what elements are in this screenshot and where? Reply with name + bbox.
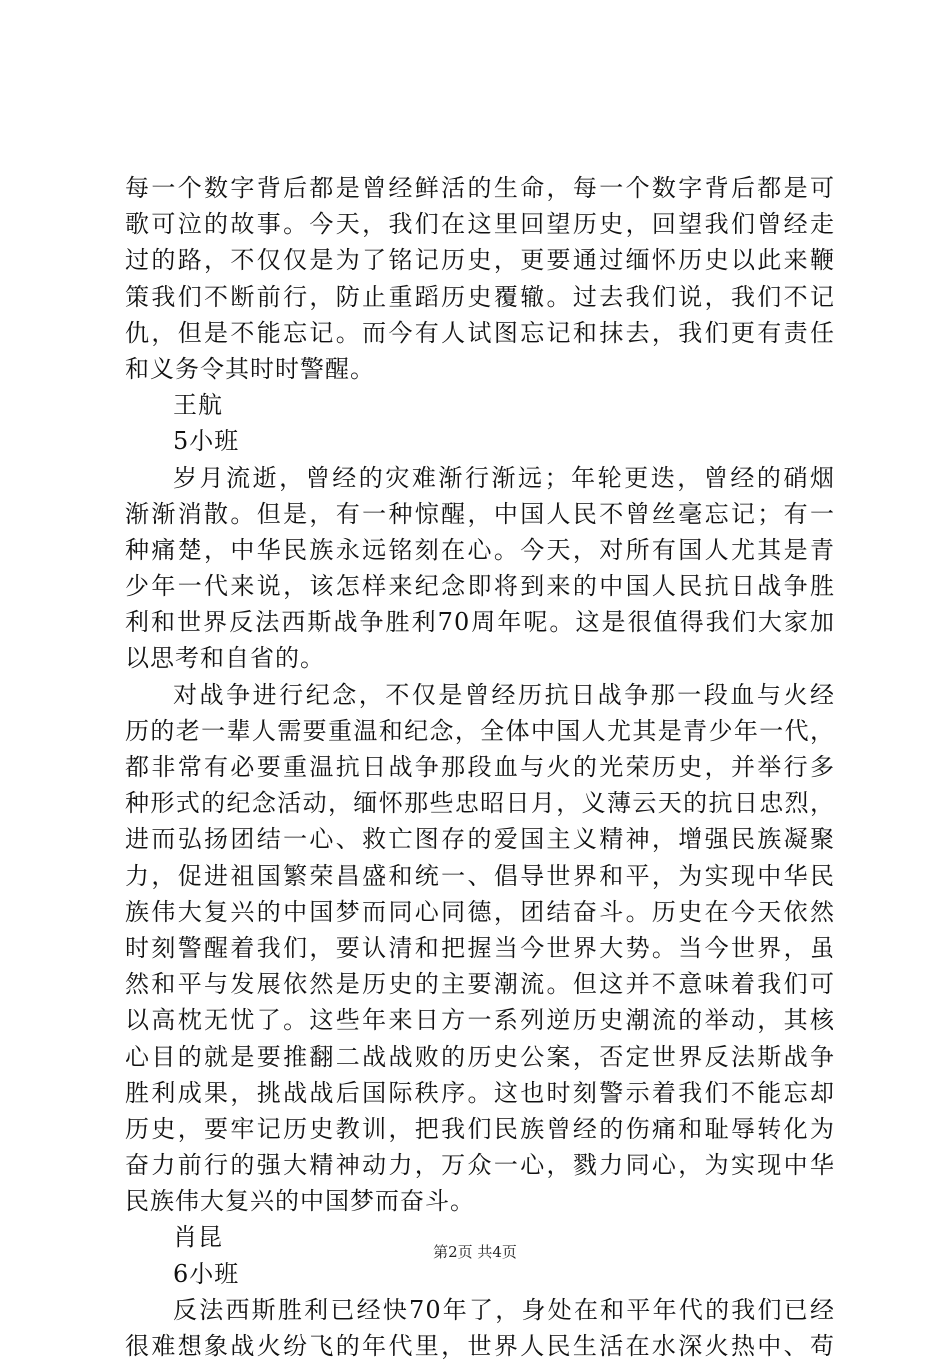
text-line: 族伟大复兴的中国梦而同心同德，团结奋斗。历史在今天依然 bbox=[125, 897, 835, 926]
text-line: 心目的就是要推翻二战战败的历史公案，否定世界反法斯战争 bbox=[125, 1042, 835, 1071]
text-line: 然和平与发展依然是历史的主要潮流。但这并不意味着我们可 bbox=[125, 970, 835, 999]
text-line: 过的路，不仅仅是为了铭记历史，更要通过缅怀历史以此来鞭 bbox=[125, 246, 835, 275]
text-line: 少年一代来说，该怎样来纪念即将到来的中国人民抗日战争胜 bbox=[125, 572, 835, 601]
text-line: 王航 bbox=[173, 391, 223, 420]
text-line: 6小班 bbox=[173, 1259, 240, 1288]
text-line: 进而弘扬团结一心、救亡图存的爱国主义精神，增强民族凝聚 bbox=[125, 825, 835, 854]
text-line: 历的老一辈人需要重温和纪念，全体中国人尤其是青少年一代， bbox=[125, 716, 835, 745]
text-line: 时刻警醒着我们，要认清和把握当今世界大势。当今世界，虽 bbox=[125, 933, 835, 962]
text-line: 力，促进祖国繁荣昌盛和统一、倡导世界和平，为实现中华民 bbox=[125, 861, 835, 890]
text-line: 反法西斯胜利已经快70年了，身处在和平年代的我们已经 bbox=[173, 1295, 835, 1324]
text-line: 很难想象战火纷飞的年代里，世界人民生活在水深火热中、苟 bbox=[125, 1332, 835, 1360]
text-line: 歌可泣的故事。今天，我们在这里回望历史，回望我们曾经走 bbox=[125, 210, 835, 239]
text-line: 策我们不断前行，防止重蹈历史覆辙。过去我们说，我们不记 bbox=[125, 282, 835, 311]
text-line: 以高枕无忧了。这些年来日方一系列逆历史潮流的举动，其核 bbox=[125, 1006, 835, 1035]
text-line: 和义务令其时时警醒。 bbox=[125, 354, 375, 383]
text-line: 种痛楚，中华民族永远铭刻在心。今天，对所有国人尤其是青 bbox=[125, 535, 835, 564]
text-line: 对战争进行纪念，不仅是曾经历抗日战争那一段血与火经 bbox=[173, 680, 835, 709]
text-line: 民族伟大复兴的中国梦而奋斗。 bbox=[125, 1187, 475, 1216]
text-line: 5小班 bbox=[173, 427, 240, 456]
text-line: 都非常有必要重温抗日战争那段血与火的光荣历史，并举行多 bbox=[125, 753, 835, 781]
text-line: 肖昆 bbox=[173, 1223, 223, 1252]
text-line: 胜利成果，挑战战后国际秩序。这也时刻警示着我们不能忘却 bbox=[125, 1078, 835, 1107]
text-line: 历史，要牢记历史教训，把我们民族曾经的伤痛和耻辱转化为 bbox=[125, 1114, 835, 1143]
text-line: 每一个数字背后都是曾经鲜活的生命，每一个数字背后都是可 bbox=[125, 174, 835, 202]
text-line: 种形式的纪念活动，缅怀那些忠昭日月，义薄云天的抗日忠烈， bbox=[125, 789, 835, 818]
text-line: 利和世界反法西斯战争胜利70周年呢。这是很值得我们大家加 bbox=[125, 608, 835, 637]
page-number: 第2页 共4页 bbox=[433, 1243, 517, 1261]
text-line: 岁月流逝，曾经的灾难渐行渐远；年轮更迭，曾经的硝烟 bbox=[173, 463, 835, 492]
text-line: 仇，但是不能忘记。而今有人试图忘记和抹去，我们更有责任 bbox=[125, 318, 835, 347]
text-line: 以思考和自省的。 bbox=[125, 644, 325, 673]
text-line: 奋力前行的强大精神动力，万众一心，戮力同心，为实现中华 bbox=[125, 1151, 835, 1180]
text-line: 渐渐消散。但是，有一种惊醒，中国人民不曾丝毫忘记；有一 bbox=[125, 499, 835, 528]
document-body bbox=[125, 170, 835, 1364]
page-footer bbox=[0, 1241, 950, 1262]
